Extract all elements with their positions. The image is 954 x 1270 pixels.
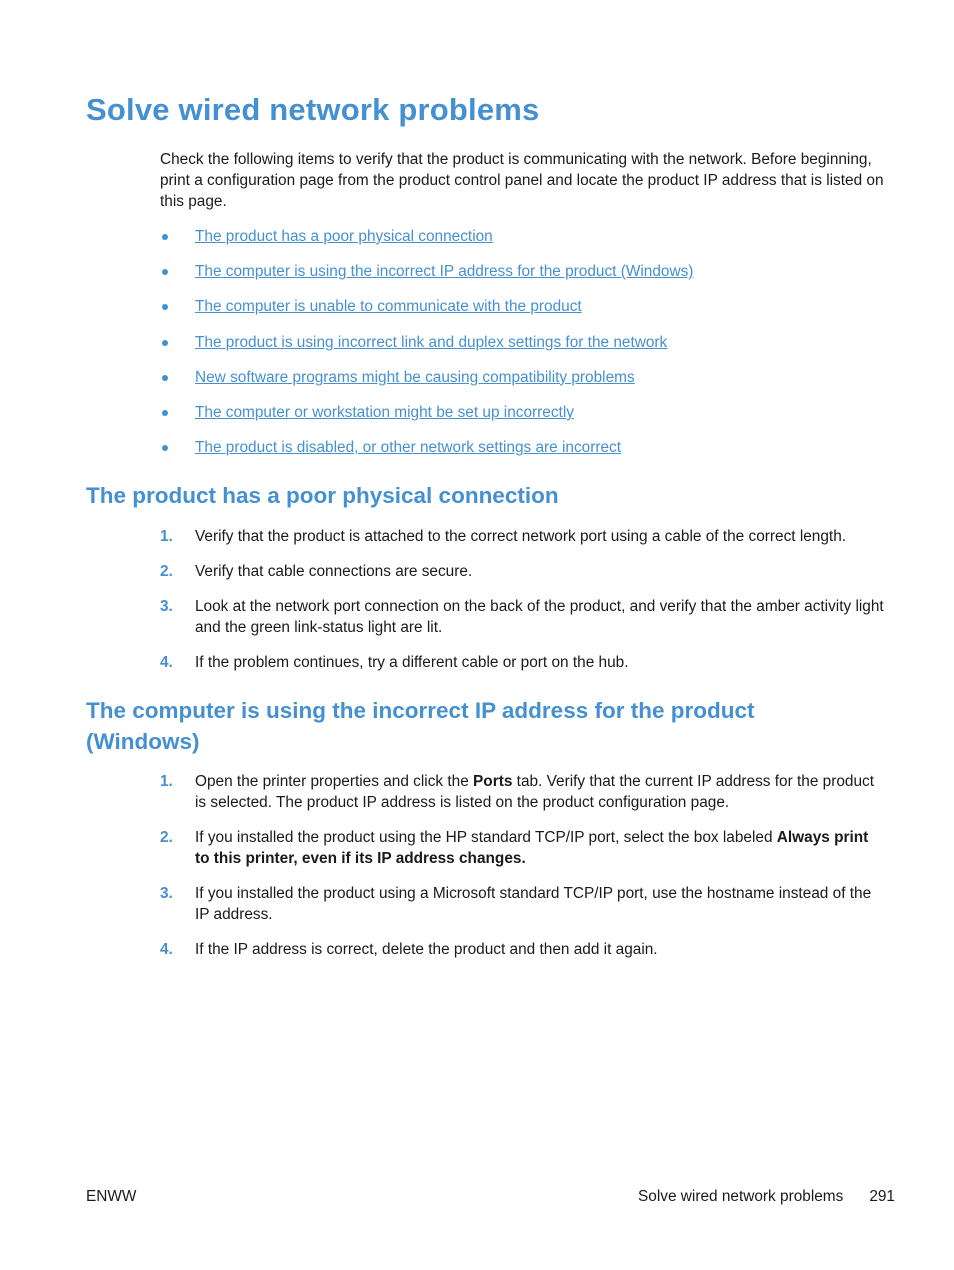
incorrect-ip-steps — [160, 771, 885, 974]
step-number: 4. — [160, 941, 173, 958]
bullet-icon — [162, 269, 168, 275]
page-number: 291 — [869, 1188, 895, 1205]
step-item — [160, 561, 885, 582]
step-text: Verify that cable connections are secure. — [195, 563, 473, 580]
step-text: If you installed the product using the HP standard TCP/IP port, select the box labeled — [195, 829, 777, 846]
step-text: Verify that the product is attached to the correct network port using a cable of the correct length. — [195, 528, 847, 545]
topic-link[interactable]: The computer is unable to communicate with the product — [195, 298, 582, 316]
bullet-icon — [162, 445, 168, 451]
step-text: Open the printer properties and click the — [195, 773, 474, 790]
step-item — [160, 652, 885, 673]
page-title: Solve wired network problems — [86, 92, 540, 127]
step-number: 3. — [160, 598, 173, 615]
topic-link[interactable]: The computer is using the incorrect IP address for the product (Windows) — [195, 263, 694, 281]
step-number: 2. — [160, 829, 173, 846]
step-item — [160, 939, 885, 960]
step-item — [160, 526, 885, 547]
step-text: If you installed the product using a Microsoft standard TCP/IP port, use the hostname instead of the IP address. — [195, 885, 872, 923]
footer-section-title: Solve wired network problems — [638, 1188, 844, 1205]
step-number: 2. — [160, 563, 173, 580]
step-text: tab. Verify that the current IP address for the product is selected. The product IP address is listed on the product configuration page. — [195, 773, 874, 811]
step-item — [160, 883, 885, 925]
step-text: Look at the network port connection on the back of the product, and verify that the amber activity light and the green link-status light are lit. — [195, 598, 884, 636]
bullet-icon — [162, 410, 168, 416]
bullet-icon — [162, 234, 168, 240]
topic-link[interactable]: New software programs might be causing compatibility problems — [195, 368, 635, 386]
step-number: 4. — [160, 654, 173, 671]
section-heading-incorrect-ip: The computer is using the incorrect IP address for the product (Windows) — [86, 698, 755, 754]
section-heading-physical-connection: The product has a poor physical connection — [86, 483, 559, 508]
topic-link[interactable]: The computer or workstation might be set up incorrectly — [195, 403, 574, 421]
bullet-icon — [162, 340, 168, 346]
step-number: 1. — [160, 528, 173, 545]
step-text: If the problem continues, try a different cable or port on the hub. — [195, 654, 629, 671]
intro-paragraph: Check the following items to verify that the product is communicating with the network. Before beginning, print a configuration page from the product control panel and locate the product IP address that is listed on this page. — [160, 151, 884, 210]
step-item — [160, 596, 885, 638]
footer-running-title — [638, 1188, 895, 1206]
step-number: 3. — [160, 885, 173, 902]
step-item — [160, 771, 885, 813]
footer-locale-code: ENWW — [86, 1188, 137, 1205]
physical-connection-steps — [160, 526, 885, 687]
topic-link[interactable]: The product is disabled, or other network settings are incorrect — [195, 439, 622, 457]
step-item — [160, 827, 885, 869]
bullet-icon — [162, 375, 168, 381]
step-text: If the IP address is correct, delete the product and then add it again. — [195, 941, 658, 958]
step-number: 1. — [160, 773, 173, 790]
topic-link[interactable]: The product is using incorrect link and duplex settings for the network — [195, 333, 668, 351]
topic-link[interactable]: The product has a poor physical connection — [195, 228, 493, 245]
always-print-option-label: Always print to this printer, even if its IP address changes. — [195, 829, 869, 867]
bullet-icon — [162, 304, 168, 310]
ports-tab-label: Ports — [473, 773, 513, 790]
